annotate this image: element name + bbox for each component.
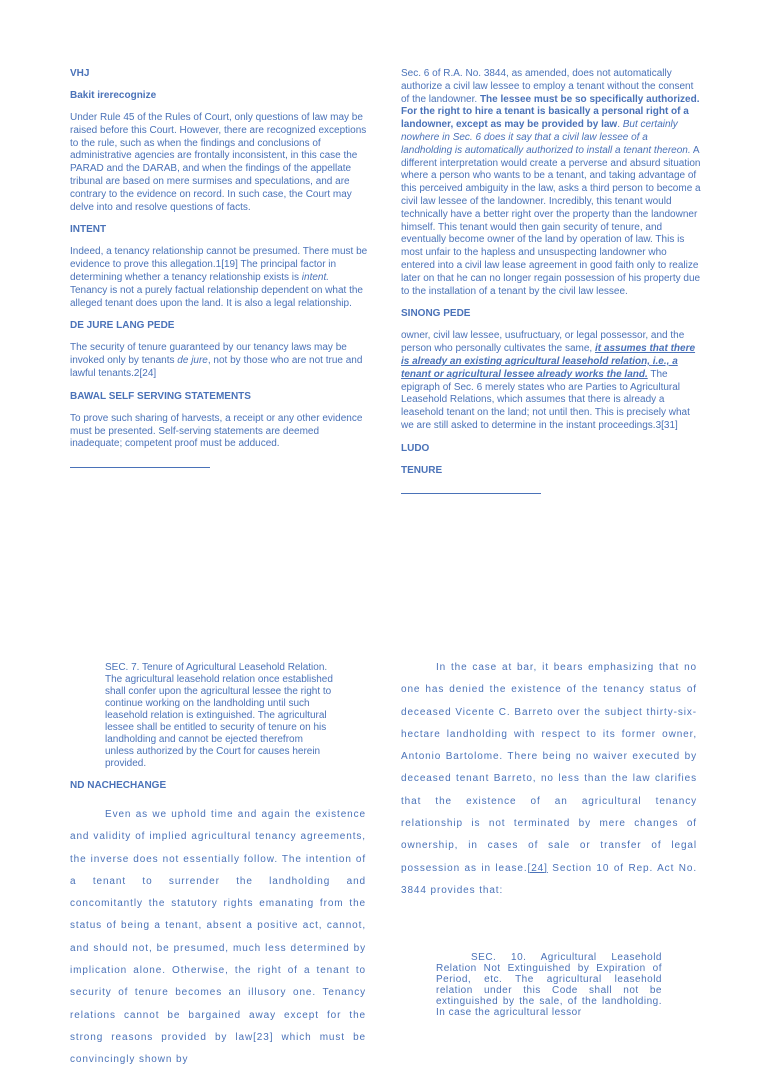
footnote-divider-left (70, 467, 210, 468)
dejure-text-2: , not by those who are not true and lawful tenants.2[24] (70, 355, 363, 379)
footnote-link-24[interactable]: [24] (527, 862, 548, 874)
heading-bakit: Bakit irerecognize (70, 90, 157, 101)
heading-ludo: LUDO (401, 442, 430, 454)
paragraph-intent (70, 246, 368, 310)
sinong-text-a: owner, civil law lessee, usufructuary, or legal possessor, and the person who personally cultivates the same, (401, 330, 685, 355)
paragraph-rule45: Under Rule 45 of the Rules of Court, only questions of law may be raised before this Court. However, there are recognized exceptions to the rule, such as when the findings and conclusions of administrative agencies are frontally inconsistent, in this case the PARAD and the DARAB, and when the findings of the appellate tribunal are based on mere surmises and speculations, and are contrary to the evidence on record. In such case, the Court may delve into and resolve questions of facts. (70, 112, 367, 213)
sec6-text-dot: . (617, 119, 623, 131)
left-top-column (70, 68, 368, 451)
paragraph-sec6 (401, 68, 701, 298)
heading-intent: INTENT (70, 224, 107, 236)
sec6-text-bold: The lessee must be so specifically authorized. For the right to hire a tenant is basically a personal right of a landowner, except as may be provided by law (401, 93, 700, 131)
quote-sec7: SEC. 7. Tenure of Agricultural Leasehold Relation. The agricultural leasehold relation once established shall confer upon the agricultural lessee the right to continue working on the landholding until such leasehold relation is extinguished. The agricultural lessee shall be entitled to security of tenure on his landholding and cannot be ejected therefrom unless authorized by the Court for causes herein provided. (105, 662, 333, 769)
heading-tenure: TENURE (401, 464, 443, 476)
sec6-text-a: Sec. 6 of R.A. No. 3844, as amended, does not automatically authorize a civil law lessee to employ a tenant without the consent of the landowner. (401, 68, 694, 105)
right-bottom-column (401, 657, 697, 1018)
paragraph-dejure (70, 342, 368, 380)
right-top-column (401, 68, 701, 477)
case-text-b: Section 10 of Rep. Act No. 3844 provides that: (401, 862, 697, 896)
intent-text-2: Tenancy is not a purely factual relationship dependent on what the alleged tenant does upon the land. It is also a legal relationship. (70, 284, 363, 309)
sinong-text-emphasis: it assumes that there is already an existing agricultural leasehold relation, i.e., a tenant or agricultural lessee already works the land. (401, 343, 696, 380)
intent-text-1: Indeed, a tenancy relationship cannot be presumed. There must be evidence to prove this allegation.1[19] The principal factor in determining whether a tenancy relationship exists is (70, 246, 368, 283)
heading-dejure: DE JURE LANG PEDE (70, 320, 175, 332)
paragraph-sinong (401, 330, 701, 432)
heading-vhj: VHJ (70, 68, 90, 79)
heading-bawal: BAWAL SELF SERVING STATEMENTS (70, 390, 251, 402)
paragraph-even: Even as we uphold time and again the existence and validity of implied agricultural tenancy agreements, the inverse does not essentially follow. The intention of a tenant to surrender the landholding and concomitantly the statutory rights emanating from the status of being a tenant, absent a positive act, cannot, and should not, be presumed, much less determined by implication alone. Otherwise, the right of a tenant to security of tenure becomes an illusory one. Tenancy relations cannot be bargained away except for the strong reasons provided by law[23] which must be convincingly shown by (70, 809, 366, 1066)
quote-sec10: SEC. 10. Agricultural Leasehold Relation Not Extinguished by Expiration of Period, etc. The agricultural leasehold relation under this Code shall not be extinguished by the sale, of the landholding. In case the agricultural lessor (436, 952, 662, 1019)
sec6-text-italic: But certainly nowhere in Sec. 6 does it say that a civil law lessee of a landholding is automatically authorized to install a tenant thereon. (401, 119, 691, 156)
sinong-text-c: The epigraph of Sec. 6 merely states who are Parties to Agricultural Leasehold Relations, which assumes that there is already a leasehold tenant on the land; not until then. This is precisely what we are still asked to determine in the instant proceedings.3[31] (401, 368, 690, 431)
dejure-text-italic: de jure (177, 355, 208, 367)
heading-sinong: SINONG PEDE (401, 308, 471, 320)
intent-text-italic: intent. (301, 271, 330, 283)
sec6-text-c: A different interpretation would create a perverse and absurd situation where a person who wants to be a tenant, and taking advantage of this perceived ambiguity in the law, asks a third person to become a civil law lessee of the landowner. Incredibly, this tenant would technically have a better right over the property than the landowner himself. This tenant would then gain security of tenure, and eventually become owner of the land by operation of law. This is most unfair to the hapless and unsuspecting landowner who entered into a civil law lease agreement in good faith only to realize later on that he can no longer regain possession of his property due to the installation of a tenant by the civil law lessee. (401, 144, 701, 297)
paragraph-bawal: To prove such sharing of harvests, a receipt or any other evidence must be presented. Self-serving statements are deemed inadequate; competent proof must be adduced. (70, 412, 363, 450)
left-bottom-column (70, 662, 366, 1072)
case-text-a: In the case at bar, it bears emphasizing that no one has denied the existence of the tenancy status of deceased Vicente C. Barreto over the subject thirty-six-hectare landholding with respect to its former owner, Antonio Bartolome. There being no waiver executed by deceased tenant Barreto, no less than the law clarifies that the existence of an agricultural tenancy relationship is not terminated by mere changes of ownership, in cases of sale or transfer of legal possession as in lease. (401, 662, 697, 874)
paragraph-case (401, 657, 697, 902)
heading-nd-nachechange: ND NACHECHANGE (70, 780, 167, 791)
footnote-divider-right (401, 493, 541, 494)
dejure-text-1: The security of tenure guaranteed by our tenancy laws may be invoked only by tenants (70, 342, 347, 367)
